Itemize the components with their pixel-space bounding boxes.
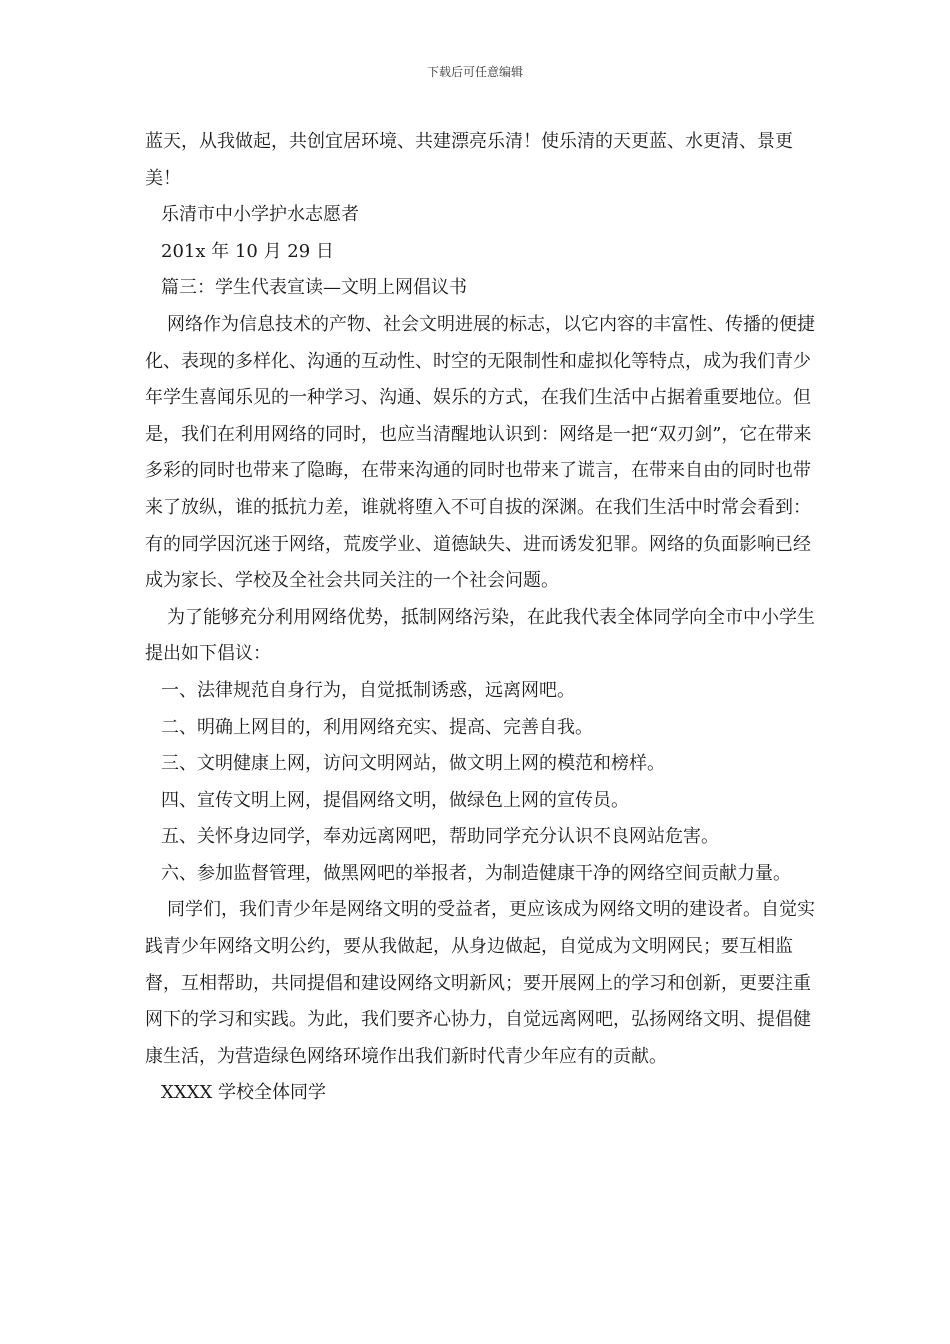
list-item: 六、参加监督管理，做黑网吧的举报者，为制造健康干净的网络空间贡献力量。 <box>161 862 791 884</box>
signature-school: XXXX 学校全体同学 <box>161 1082 326 1104</box>
paragraph-proposal: 为了能够充分利用网络优势，抵制网络污染，在此我代表全体同学向全市中小学生提出如下倡议： <box>145 606 815 665</box>
signature-volunteers: 乐清市中小学护水志愿者 <box>161 204 359 226</box>
date-line: 201x 年 10 月 29 日 <box>161 240 334 262</box>
paragraph-closing-line: 蓝天，从我做起，共创宜居环境、共建漂亮乐清！使乐清的天更蓝、水更清、景更美！ <box>145 131 793 189</box>
list-item: 三、文明健康上网，访问文明网站，做文明上网的模范和榜样。 <box>161 753 665 775</box>
section-title: 篇三：学生代表宣读—文明上网倡议书 <box>161 277 467 299</box>
list-item: 二、明确上网目的，利用网络充实、提高、完善自我。 <box>161 716 593 738</box>
list-item: 一、法律规范自身行为，自觉抵制诱惑，远离网吧。 <box>161 679 575 701</box>
page-header: 下载后可任意编辑 <box>426 65 523 79</box>
paragraph-intro: 网络作为信息技术的产物、社会文明进展的标志，以它内容的丰富性、传播的便捷化、表现的多样化、沟通的互动性、时空的无限制性和虚拟化等特点，成为我们青少年学生喜闻乐见的一种学习、沟通、娱乐的方式，在我们生活中占据着重要地位。但是，我们在利用网络的同时，也应当清醒地认识到：网络是一把“双刃剑”，它在带来多彩的同时也带来了隐晦，在带来沟通的同时也带来了谎言，在带来自由的同时也带来了放纵，谁的抵抗力差，谁就将堕入不可自拔的深渊。在我们生活中时常会看到：有的同学因沉迷于网络，荒废学业、道德缺失、进而诱发犯罪。网络的负面影响已经成为家长、学校及全社会共同关注的一个社会问题。 <box>145 313 815 592</box>
list-item: 五、关怀身边同学，奉劝远离网吧，帮助同学充分认识不良网站危害。 <box>161 826 719 848</box>
list-item: 四、宣传文明上网，提倡网络文明，做绿色上网的宣传员。 <box>161 789 629 811</box>
document-body <box>145 124 817 1112</box>
paragraph-conclusion: 同学们，我们青少年是网络文明的受益者，更应该成为网络文明的建设者。自觉实践青少年网络文明公约，要从我做起，从身边做起，自觉成为文明网民；要互相监督，互相帮助，共同提倡和建设网络文明新风；要开展网上的学习和创新，更要注重网下的学习和实践。为此，我们要齐心协力，自觉远离网吧，弘扬网络文明、提倡健康生活，为营造绿色网络环境作出我们新时代青少年应有的贡献。 <box>145 899 815 1067</box>
